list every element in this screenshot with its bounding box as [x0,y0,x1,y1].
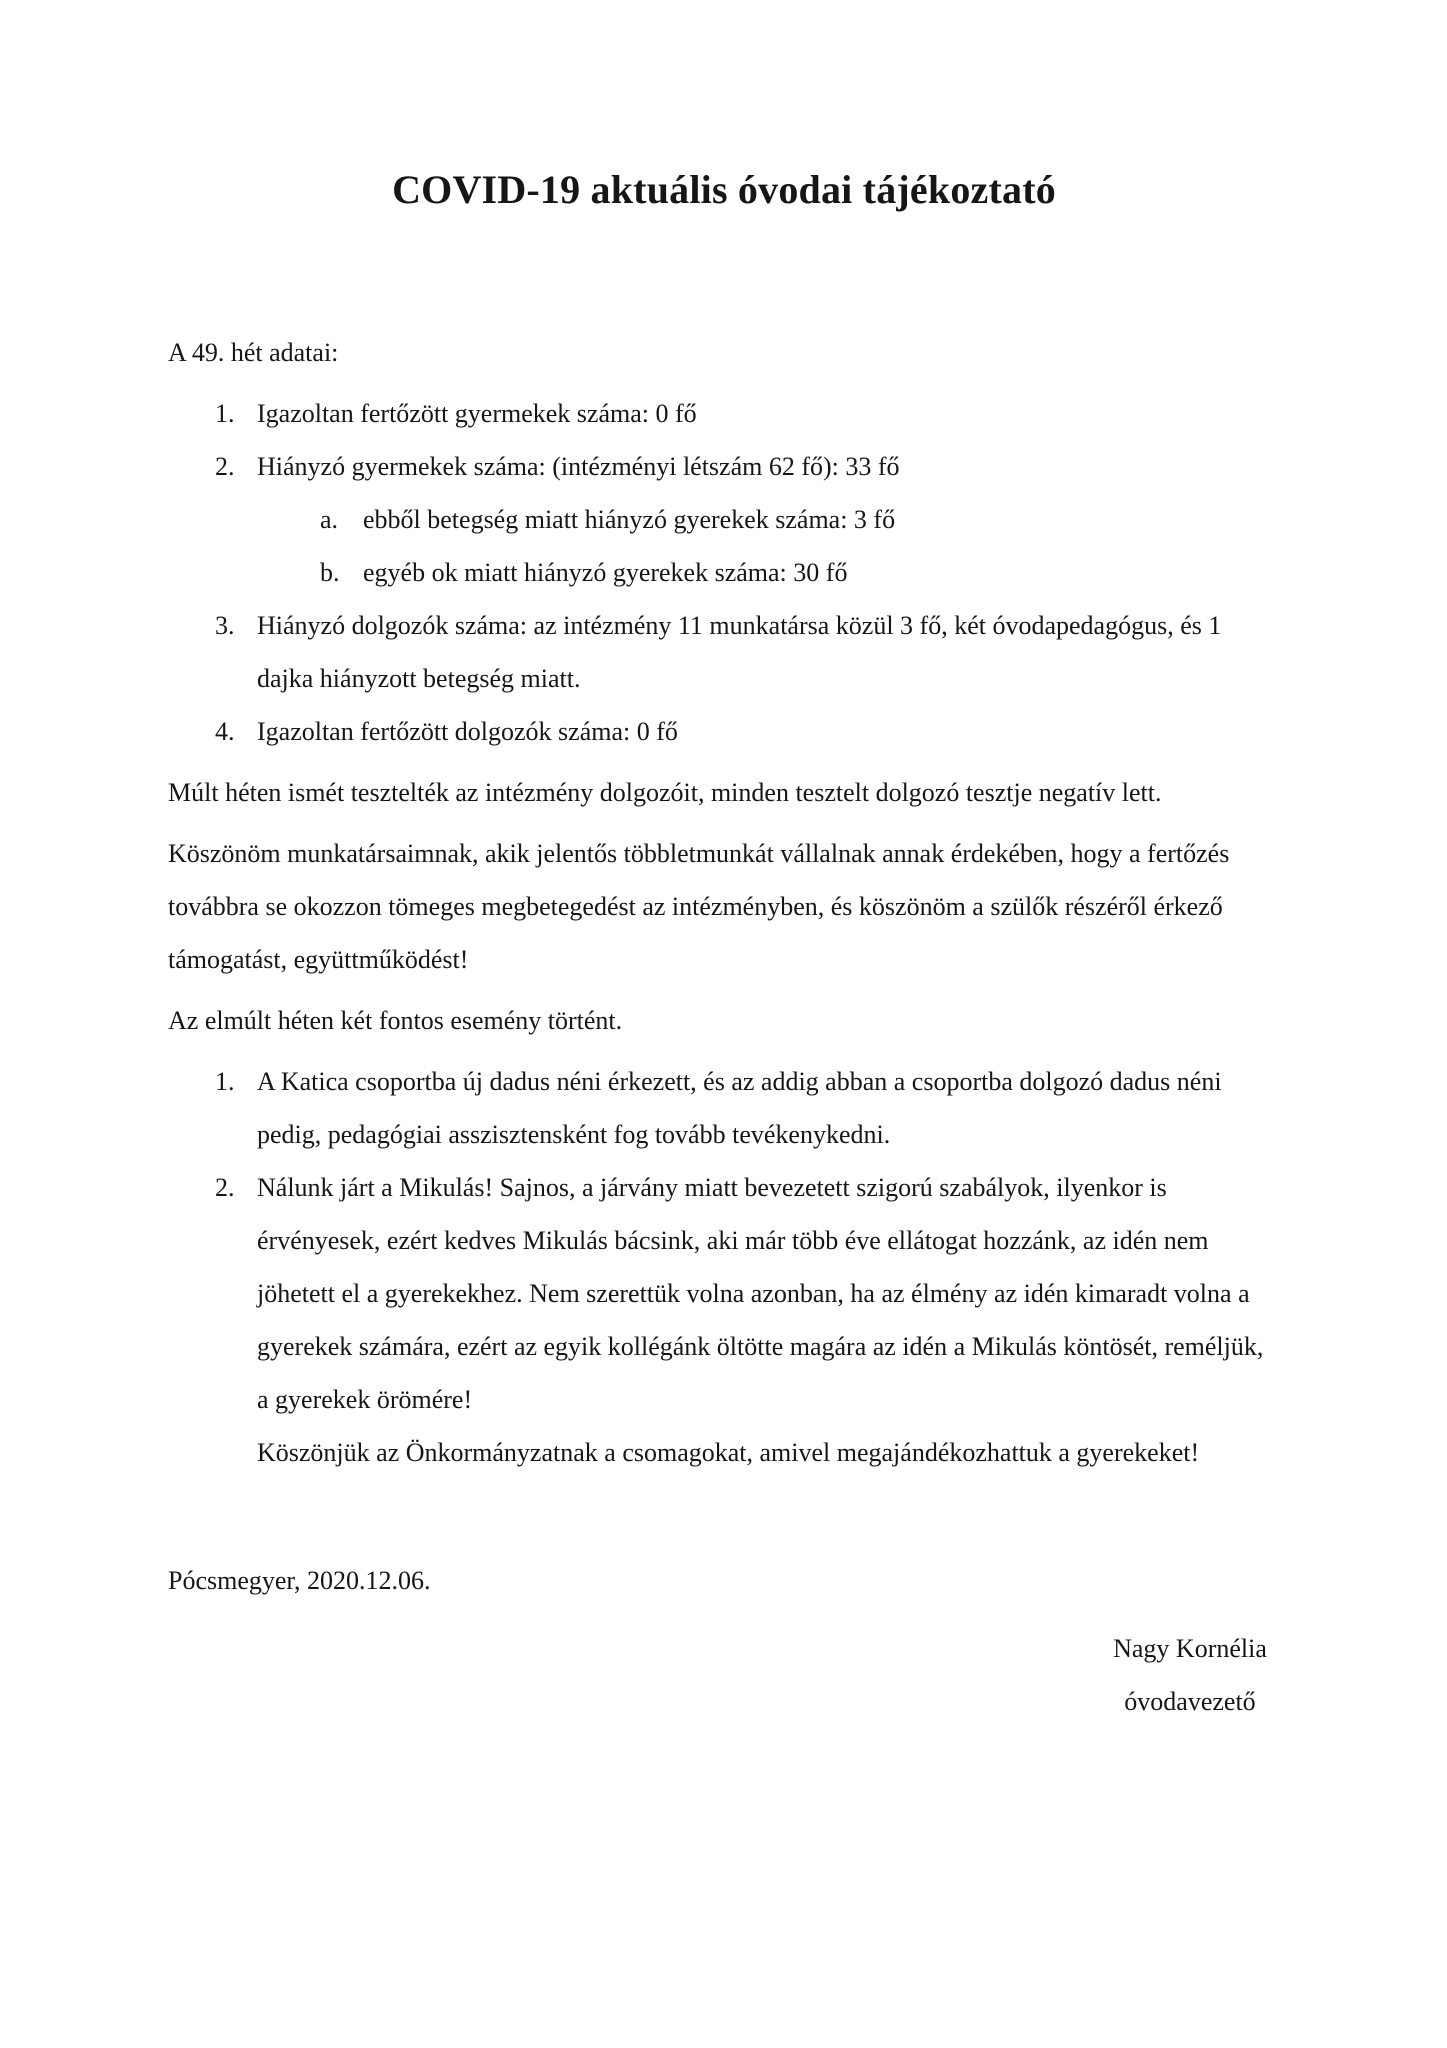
list-item-text [257,1055,1280,1161]
list-item [168,1161,1280,1479]
paragraph-testing-result: Múlt héten ismét tesztelték az intézmény dolgozóit, minden tesztelt dolgozó tesztje negatív lett. [168,778,1162,807]
list-marker: 2. [215,1173,235,1202]
list-marker: 4. [215,717,235,746]
list-marker: 2. [215,452,235,481]
signature-block [1100,1622,1280,1728]
list-item-text: egyéb ok miatt hiányzó gyerekek száma: 30 fő [363,558,848,587]
list-item-text [257,1161,1280,1479]
list-marker: 3. [215,611,235,640]
event-text: A Katica csoportba új dadus néni érkezett, és az addig abban a csoportba dolgozó dadus néni pedig, pedagógiai asszisztensként fog tovább tevékenykedni. [257,1067,1222,1149]
list-item [168,440,1280,493]
list-item [168,1055,1280,1161]
list-item-text: Hiányzó gyermekek száma: (intézményi létszám 62 fő): 33 fő [257,452,900,481]
weekly-stats-list [168,387,1280,758]
list-marker: b. [320,558,340,587]
list-item-text: Igazoltan fertőzött gyermekek száma: 0 fő [257,399,697,428]
list-marker: a. [320,505,339,534]
paragraph-events-intro: Az elmúlt héten két fontos esemény történt. [168,1006,623,1035]
date-line: Pócsmegyer, 2020.12.06. [168,1566,431,1595]
list-marker: 1. [215,1067,235,1096]
document-title: COVID-19 aktuális óvodai tájékoztató [392,167,1056,212]
event-text: Nálunk járt a Mikulás! Sajnos, a járvány miatt bevezetett szigorú szabályok, ilyenkor is érvényesek, ezért kedves Mikulás bácsink, aki már több éve ellátogat hozzánk, az idén nem jöhetett el a gyerekekhez. Nem szerettük volna azonban, ha az élmény az idén kimaradt volna a gyerekek számára, ezért az egyik kollégánk öltötte magára az idén a Mikulás köntösét, reméljük, a gyerekek örömére! [257,1173,1264,1414]
week-heading: A 49. hét adatai: [168,338,339,367]
list-marker: 1. [215,399,235,428]
list-item [168,705,1280,758]
signature-role: óvodavezető [1124,1687,1256,1716]
list-sub-item [168,493,1280,546]
list-item-text: Hiányzó dolgozók száma: az intézmény 11 munkatársa közül 3 fő, két óvodapedagógus, és 1 dajka hiányzott betegség miatt. [257,611,1222,693]
paragraph-thanks: Köszönöm munkatársaimnak, akik jelentős többletmunkát vállalnak annak érdekében, hogy a fertőzés továbbra se okozzon tömeges megbetegedést az intézményben, és köszönöm a szülők részéről érkező támogatást, együttműködést! [168,839,1230,974]
events-list [168,1055,1280,1479]
list-item-text: ebből betegség miatt hiányzó gyerekek száma: 3 fő [363,505,896,534]
signature-name: Nagy Kornélia [1113,1634,1267,1663]
list-item [168,599,1280,705]
list-sub-item [168,546,1280,599]
event-text-extra: Köszönjük az Önkormányzatnak a csomagokat, amivel megajándékozhattuk a gyerekeket! [257,1438,1200,1467]
list-item-text: Igazoltan fertőzött dolgozók száma: 0 fő [257,717,678,746]
list-item [168,387,1280,440]
